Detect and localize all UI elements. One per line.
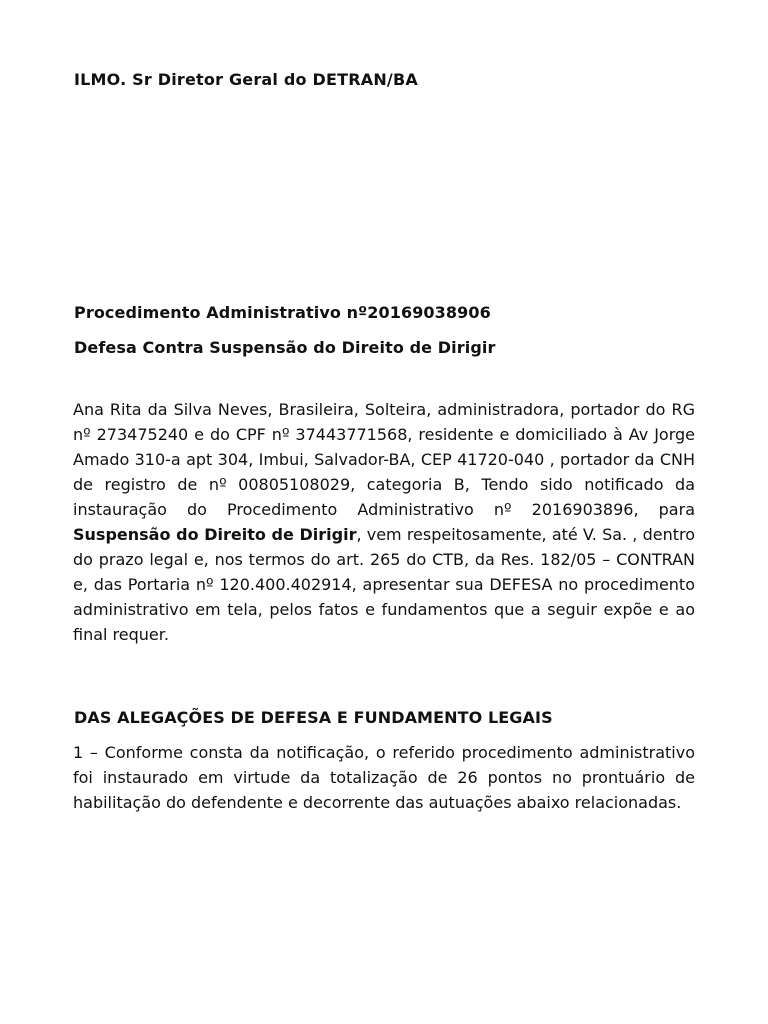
allegation-item-1: 1 – Conforme consta da notificação, o referido procedimento administrativo foi instaurado em virtude da totalização de 26 pontos no prontuário de habilitação do defendente e decorrente das autuações abaixo relacionadas. bbox=[73, 743, 695, 812]
section-title: DAS ALEGAÇÕES DE DEFESA E FUNDAMENTO LEGAIS bbox=[74, 708, 553, 727]
procedure-title: Procedimento Administrativo nº20169038906 bbox=[74, 303, 491, 322]
addressee-line: ILMO. Sr Diretor Geral do DETRAN/BA bbox=[74, 70, 418, 89]
intro-text-part2: , vem respeitosamente, até V. Sa. , dentro do prazo legal e, nos termos do art. 265 do CTB, da Res. 182/05 – CONTRAN e, das Portaria nº 120.400.402914, apresentar sua DEFESA no procedimento administrativo em tela, pelos fatos e fundamentos que a seguir expõe e ao final requer. bbox=[73, 525, 696, 644]
intro-bold-text: Suspensão do Direito de Dirigir bbox=[73, 525, 357, 544]
defense-title: Defesa Contra Suspensão do Direito de Dirigir bbox=[74, 338, 496, 357]
intro-text-part1: Ana Rita da Silva Neves, Brasileira, Solteira, administradora, portador do RG nº 273475240 e do CPF nº 37443771568, residente e domiciliado à Av Jorge Amado 310-a apt 304, Imbui, Salvador-BA, CEP 41720-040 , portador da CNH de registro de nº 00805108029, categoria B, Tendo sido notificado da instauração do Procedimento Administrativo nº 2016903896, para bbox=[73, 400, 695, 519]
intro-paragraph bbox=[73, 397, 695, 647]
